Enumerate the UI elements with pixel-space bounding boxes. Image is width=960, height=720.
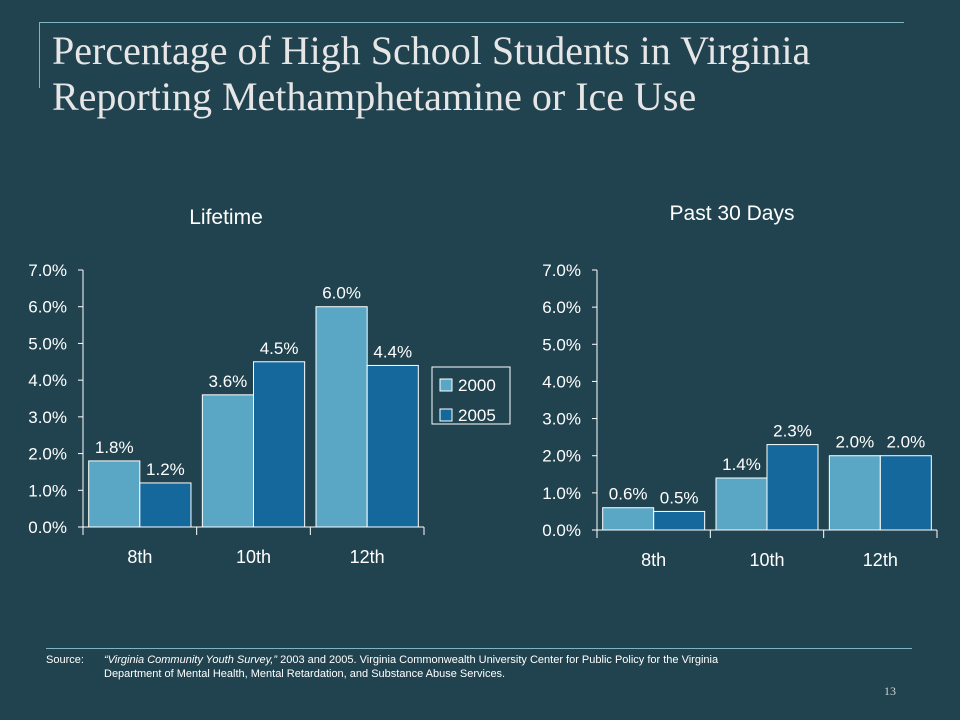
past30-data-label: 2.3% [773,421,812,441]
past30-bar-2000 [716,478,767,530]
past30-category-label: 10th [749,550,785,570]
lifetime-category-label: 10th [235,547,272,567]
lifetime-chart-title: Lifetime [189,206,263,229]
past30-y-tick-label: 5.0% [542,335,581,355]
lifetime-data-label: 1.2% [146,459,185,479]
lifetime-y-tick-label: 2.0% [28,444,67,464]
source-rest: 2003 and 2005. Virginia Commonwealth University Center for Public Policy for the Virginia [277,654,719,666]
lifetime-data-label: 3.6% [208,371,248,391]
past30-y-tick-label: 4.0% [542,372,581,392]
source-rule [46,648,912,649]
past30-y-tick-label: 1.0% [542,483,581,503]
past30-bar-2005 [767,445,818,530]
past30-bar-2000 [603,508,654,530]
past30-category-label: 8th [641,550,667,570]
source-title: “Virginia Community Youth Survey,” [104,654,278,666]
past30-data-label: 2.0% [835,432,875,452]
lifetime-y-tick-label: 0.0% [28,518,67,537]
past30-data-label: 0.5% [659,488,699,508]
lifetime-y-tick-label: 6.0% [28,297,67,317]
past30-category-label: 12th [862,550,898,570]
past30-chart-title: Past 30 Days [669,202,795,225]
slide-title-line-2: Reporting Methamphetamine or Ice Use [52,74,697,119]
past30-data-label: 0.6% [608,484,648,504]
past30-bar-2005 [654,511,705,530]
lifetime-legend-label: 2005 [458,406,496,425]
slide-title-line-1: Percentage of High School Students in Virginia [52,28,811,73]
lifetime-category-label: 8th [127,547,153,567]
lifetime-y-tick-label: 5.0% [28,334,67,354]
lifetime-y-tick-label: 7.0% [28,261,67,280]
lifetime-y-tick-label: 3.0% [28,407,67,427]
past30-data-label: 1.4% [722,455,761,474]
lifetime-data-label: 1.8% [94,437,134,457]
lifetime-data-label: 4.5% [259,338,299,358]
source-label: Source: [46,654,84,666]
lifetime-data-label: 4.4% [373,342,413,362]
page-number: 13 [884,684,896,698]
lifetime-category-label: 12th [349,547,385,567]
past30-bar-2000 [829,456,880,530]
past30-y-tick-label: 6.0% [542,298,581,318]
source-note [46,653,916,681]
lifetime-y-tick-label: 1.0% [28,481,67,501]
lifetime-y-tick-label: 4.0% [28,371,67,391]
past30-y-tick-label: 7.0% [542,261,581,280]
lifetime-data-label: 6.0% [322,283,361,303]
past30-y-tick-label: 0.0% [542,521,581,540]
past30-data-label: 2.0% [886,432,926,452]
lifetime-legend-label: 2000 [458,376,496,395]
past30-y-tick-label: 2.0% [542,446,581,466]
source-line-2: Department of Mental Health, Mental Retardation, and Substance Abuse Services. [104,668,506,680]
past30-y-tick-label: 3.0% [542,409,581,429]
past30-bar-2005 [880,456,931,530]
